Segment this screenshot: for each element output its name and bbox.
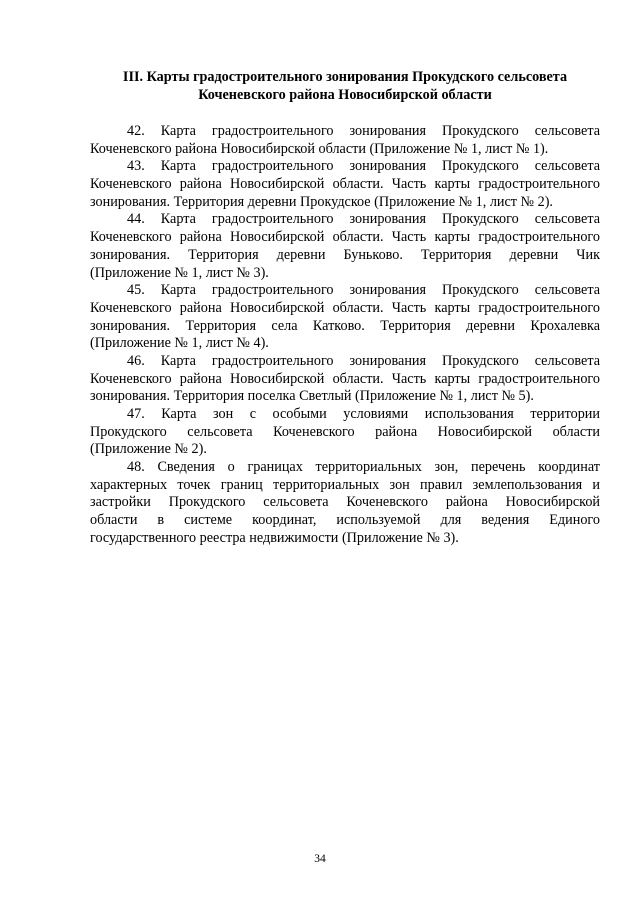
paragraph-number: 42. [127,123,145,139]
numbered-paragraph [90,406,600,459]
paragraph-line [90,353,600,371]
paragraph-line [90,318,600,336]
paragraph-text: Сведения о границах территориальных зон, перечень координат [157,459,600,476]
paragraph-line [90,229,600,247]
section-heading [90,68,600,104]
paragraph-line [90,282,600,300]
numbered-paragraph [90,353,600,406]
numbered-paragraph [90,123,600,158]
paragraph-text: Коченевского района Новосибирской области (Приложение № 1, лист № 1). [90,140,549,157]
paragraph-text: (Приложение № 2). [90,441,207,458]
paragraph-line [90,211,600,229]
paragraph-number: 48. [127,459,145,476]
paragraph-line [90,371,600,389]
paragraph-line [90,176,600,194]
paragraph-text: Карта зон с особыми условиями использования территории [161,406,600,422]
paragraph-line [90,512,600,530]
paragraph-text: Прокудского сельсовета Коченевского района Новосибирской области [90,423,600,440]
page-number: 34 [314,853,326,865]
paragraph-text: государственного реестра недвижимости (Приложение № 3). [90,529,459,546]
paragraph-text: Коченевского района Новосибирской области. Часть карты градостроительного [90,370,600,387]
paragraph-line [90,123,600,141]
paragraph-text: застройки Прокудского сельсовета Коченевского района Новосибирской [90,494,600,511]
paragraph-number: 44. [127,211,145,228]
heading-line: Коченевского района Новосибирской области [198,87,492,103]
paragraph-text: (Приложение № 1, лист № 4). [90,335,269,352]
paragraph-text: Коченевского района Новосибирской области. Часть карты градостроительного [90,229,600,246]
paragraph-text: Коченевского района Новосибирской области. Часть карты градостроительного [90,299,600,316]
paragraph-line [90,441,600,459]
paragraph-text: зонирования. Территория деревни Буньково. Территория деревни Чик [90,246,600,263]
paragraph-line [90,494,600,512]
paragraph-text: Карта градостроительного зонирования Прокудского сельсовета [160,352,601,369]
paragraph-text: зонирования. Территория села Катково. Территория деревни Крохалевка [90,317,600,334]
paragraph-text: характерных точек границ территориальных зон правил землепользования и [90,476,600,493]
paragraph-line [90,424,600,442]
paragraph-text: (Приложение № 1, лист № 3). [90,264,269,281]
paragraph-text: Карта градостроительного зонирования Прокудского сельсовета [160,123,601,139]
paragraph-number: 47. [127,406,145,422]
paragraph-line [90,477,600,495]
paragraph-line [90,141,600,159]
paragraph-text: Карта градостроительного зонирования Прокудского сельсовета [160,211,601,228]
heading-line: III. Карты градостроительного зонирования Прокудского сельсовета [122,69,568,85]
paragraph-line [90,265,600,283]
numbered-paragraph [90,211,600,282]
paragraph-line [90,406,600,424]
paragraph-text: зонирования. Территория деревни Прокудское (Приложение № 1, лист № 2). [90,193,553,210]
paragraph-line [90,530,600,548]
paragraph-number: 46. [127,352,145,369]
paragraph-line [90,247,600,265]
paragraph-number: 43. [127,158,145,175]
document-body [90,123,600,548]
numbered-paragraph [90,459,600,547]
paragraph-line [90,158,600,176]
paragraph-number: 45. [127,282,145,299]
paragraph-line [90,388,600,406]
paragraph-text: области в системе координат, используемой для ведения Единого [90,512,600,529]
paragraph-text: Карта градостроительного зонирования Прокудского сельсовета [160,282,601,299]
numbered-paragraph [90,158,600,211]
paragraph-line [90,300,600,318]
paragraph-text: зонирования. Территория поселка Светлый (Приложение № 1, лист № 5). [90,388,534,405]
paragraph-line [90,194,600,212]
numbered-paragraph [90,282,600,353]
paragraph-line [90,459,600,477]
paragraph-text: Карта градостроительного зонирования Прокудского сельсовета [160,158,601,175]
paragraph-text: Коченевского района Новосибирской области. Часть карты градостроительного [90,176,600,193]
paragraph-line [90,335,600,353]
